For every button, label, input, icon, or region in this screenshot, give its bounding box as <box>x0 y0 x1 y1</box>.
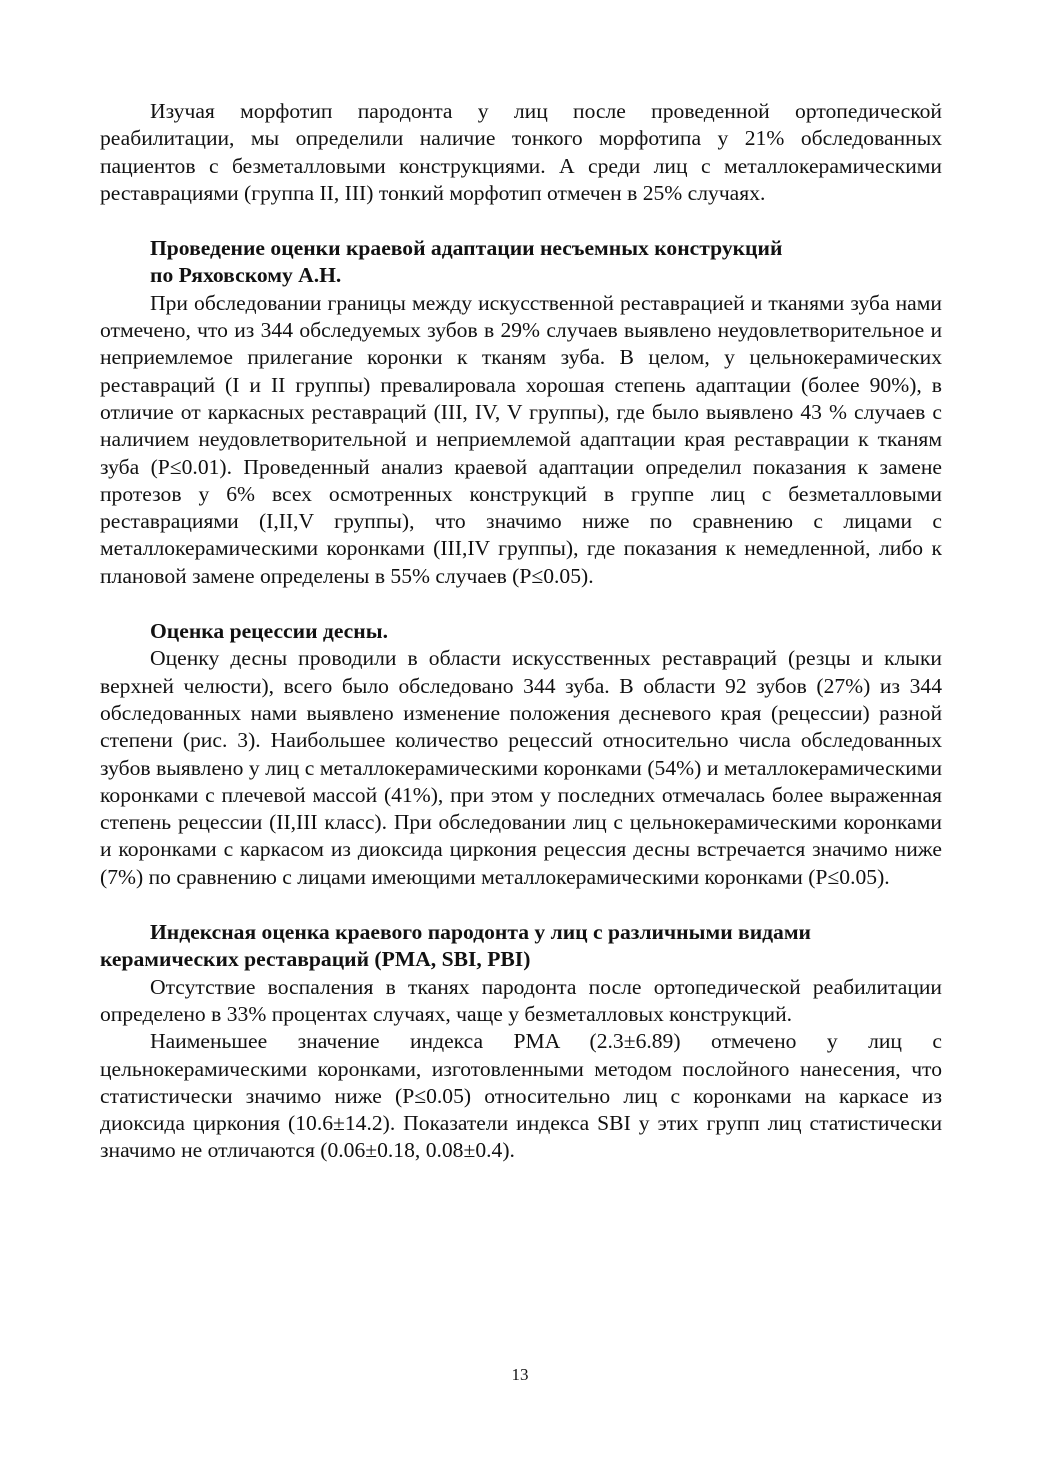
paragraph-inflammation-absence: Отсутствие воспаления в тканях пародонта после ортопедической реабилитации определено в 33% процентах случаях, чаще у безметалловых конструкций. <box>100 974 942 1026</box>
heading-index-assessment <box>100 919 942 974</box>
page-number: 13 <box>511 1365 529 1384</box>
heading-line: керамических реставраций (PMA, SBI, PBI) <box>100 947 531 972</box>
heading-line: Проведение оценки краевой адаптации несъемных конструкций <box>150 236 783 261</box>
heading-line: Индексная оценка краевого пародонта у лиц с различными видами <box>150 920 812 945</box>
heading-gingival-recession: Оценка рецессии десны. <box>150 619 388 644</box>
heading-line: по Ряховскому А.Н. <box>150 263 342 288</box>
paragraph-marginal-adaptation: При обследовании границы между искусственной реставрацией и тканями зуба нами отмечено, что из 344 обследуемых зубов в 29% случаев выявлено неудовлетворительное и неприемлемое прилегание коронки к тканям зуба. В целом, у цельнокерамических реставраций (I и II группы) превалировала хорошая степень адаптации (более 90%), в отличие от каркасных реставраций (III, IV, V группы), где было выявлено 43 % случаев с наличием неудовлетворительной и неприемлемой адаптации края реставрации к тканям зуба (P≤0.01). Проведенный анализ краевой адаптации определил показания к замене протезов у 6% всех осмотренных конструкций в группе лиц с безметалловыми реставрациями (I,II,V группы), что значимо ниже по сравнению с лицами с металлокерамическими коронками (III,IV группы), где показания к немедленной, либо к плановой замене определены в 55% случаев (P≤0.05). <box>100 290 942 588</box>
spacer <box>100 207 942 235</box>
heading-marginal-adaptation <box>100 235 942 290</box>
paragraph-gingival-recession: Оценку десны проводили в области искусственных реставраций (резцы и клыки верхней челюсти), всего было обследовано 344 зуба. В области 92 зубов (27%) из 344 обследованных нами выявлено изменение положения десневого края (рецессии) разной степени (рис. 3). Наибольшее количество рецессий относительно числа обследованных зубов выявлено у лиц с металлокерамическими коронками (54%) и металлокерамическими коронками с плечевой массой (41%), при этом у последних отмечалась более выраженная степень рецессии (II,III класс). При обследовании лиц с цельнокерамическими коронками и коронками с каркасом из диоксида циркония рецессия десны встречается значимо ниже (7%) по сравнению с лицами имеющими металлокерамическими коронками (P≤0.05). <box>100 646 942 889</box>
spacer <box>100 891 942 919</box>
spacer <box>100 590 942 618</box>
paragraph-morphotype: Изучая морфотип пародонта у лиц после проведенной ортопедической реабилитации, мы определили наличие тонкого морфотипа у 21% обследованных пациентов с безметалловыми конструкциями. А среди лиц с металлокерамическими реставрациями (группа II, III) тонкий морфотип отмечен в 25% случаях. <box>100 99 942 205</box>
document-body <box>100 98 942 1165</box>
paragraph-pma-index: Наименьшее значение индекса PMA (2.3±6.89) отмечено у лиц с цельнокерамическими коронками, изготовленными методом послойного нанесения, что статистически значимо ниже (P≤0.05) относительно лиц с коронками на каркасе из диоксида циркония (10.6±14.2). Показатели индекса SBI у этих групп лиц статистически значимо не отличаются (0.06±0.18, 0.08±0.4). <box>100 1029 942 1163</box>
